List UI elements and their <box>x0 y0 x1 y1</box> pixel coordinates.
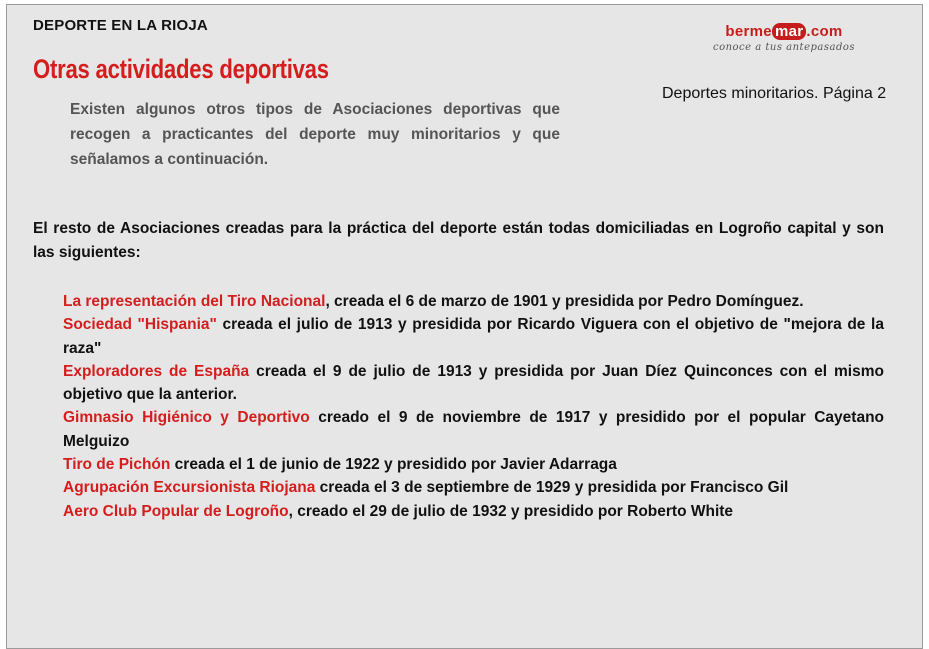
association-name: Exploradores de España <box>63 362 250 380</box>
list-item <box>63 453 884 476</box>
association-description: creada el 1 de junio de 1922 y presidido por Javier Adarraga <box>170 456 617 474</box>
main-heading: Otras actividades deportivas <box>33 54 329 84</box>
association-description: creada el 9 de julio de 1913 y presidida por Juan Díez Quinconces con el mismo objetivo que la anterior. <box>63 362 884 404</box>
list-item <box>63 290 884 313</box>
logo-brand-highlight: mar <box>772 23 806 40</box>
association-description: creada el julio de 1913 y presidida por Ricardo Viguera con el objetivo de "mejora de la raza" <box>63 316 884 357</box>
list-item <box>63 360 884 407</box>
association-name: Sociedad "Hispania" <box>63 316 217 334</box>
body-paragraph: El resto de Asociaciones creadas para la práctica del deporte están todas domiciliadas en Logroño capital y son las siguientes: <box>33 220 884 261</box>
list-item <box>63 406 884 453</box>
association-name: Gimnasio Higiénico y Deportivo <box>63 409 310 427</box>
document-page <box>6 4 923 649</box>
association-description: , creada el 6 de marzo de 1901 y presidida por Pedro Domínguez. <box>325 293 804 310</box>
page-subtitle: Deportes minoritarios. Página 2 <box>662 85 887 102</box>
list-item <box>63 476 884 499</box>
association-name: Agrupación Excursionista Riojana <box>63 479 316 497</box>
association-description: , creado el 29 de julio de 1932 y presidido por Roberto White <box>288 502 734 520</box>
associations-list <box>63 290 884 523</box>
list-item <box>63 500 884 523</box>
logo-brand-suffix: .com <box>806 23 843 40</box>
intro-paragraph: Existen algunos otros tipos de Asociaciones deportivas que recogen a practicantes del deporte muy minoritarios y que señalamos a continuación. <box>70 101 560 168</box>
association-description: creada el 3 de septiembre de 1929 y presidida por Francisco Gil <box>315 479 789 497</box>
association-name: Aero Club Popular de Logroño <box>63 502 289 520</box>
list-item <box>63 313 884 360</box>
association-name: Tiro de Pichón <box>63 456 171 474</box>
logo-brand <box>699 23 869 40</box>
site-logo[interactable] <box>699 23 869 67</box>
logo-brand-prefix: berme <box>725 23 772 40</box>
logo-tagline: conoce a tus antepasados <box>712 42 856 53</box>
association-name: La representación del Tiro Nacional <box>63 293 326 310</box>
section-title: DEPORTE EN LA RIOJA <box>33 17 208 34</box>
association-description: creado el 9 de noviembre de 1917 y presidido por el popular Cayetano Melguizo <box>63 409 885 450</box>
